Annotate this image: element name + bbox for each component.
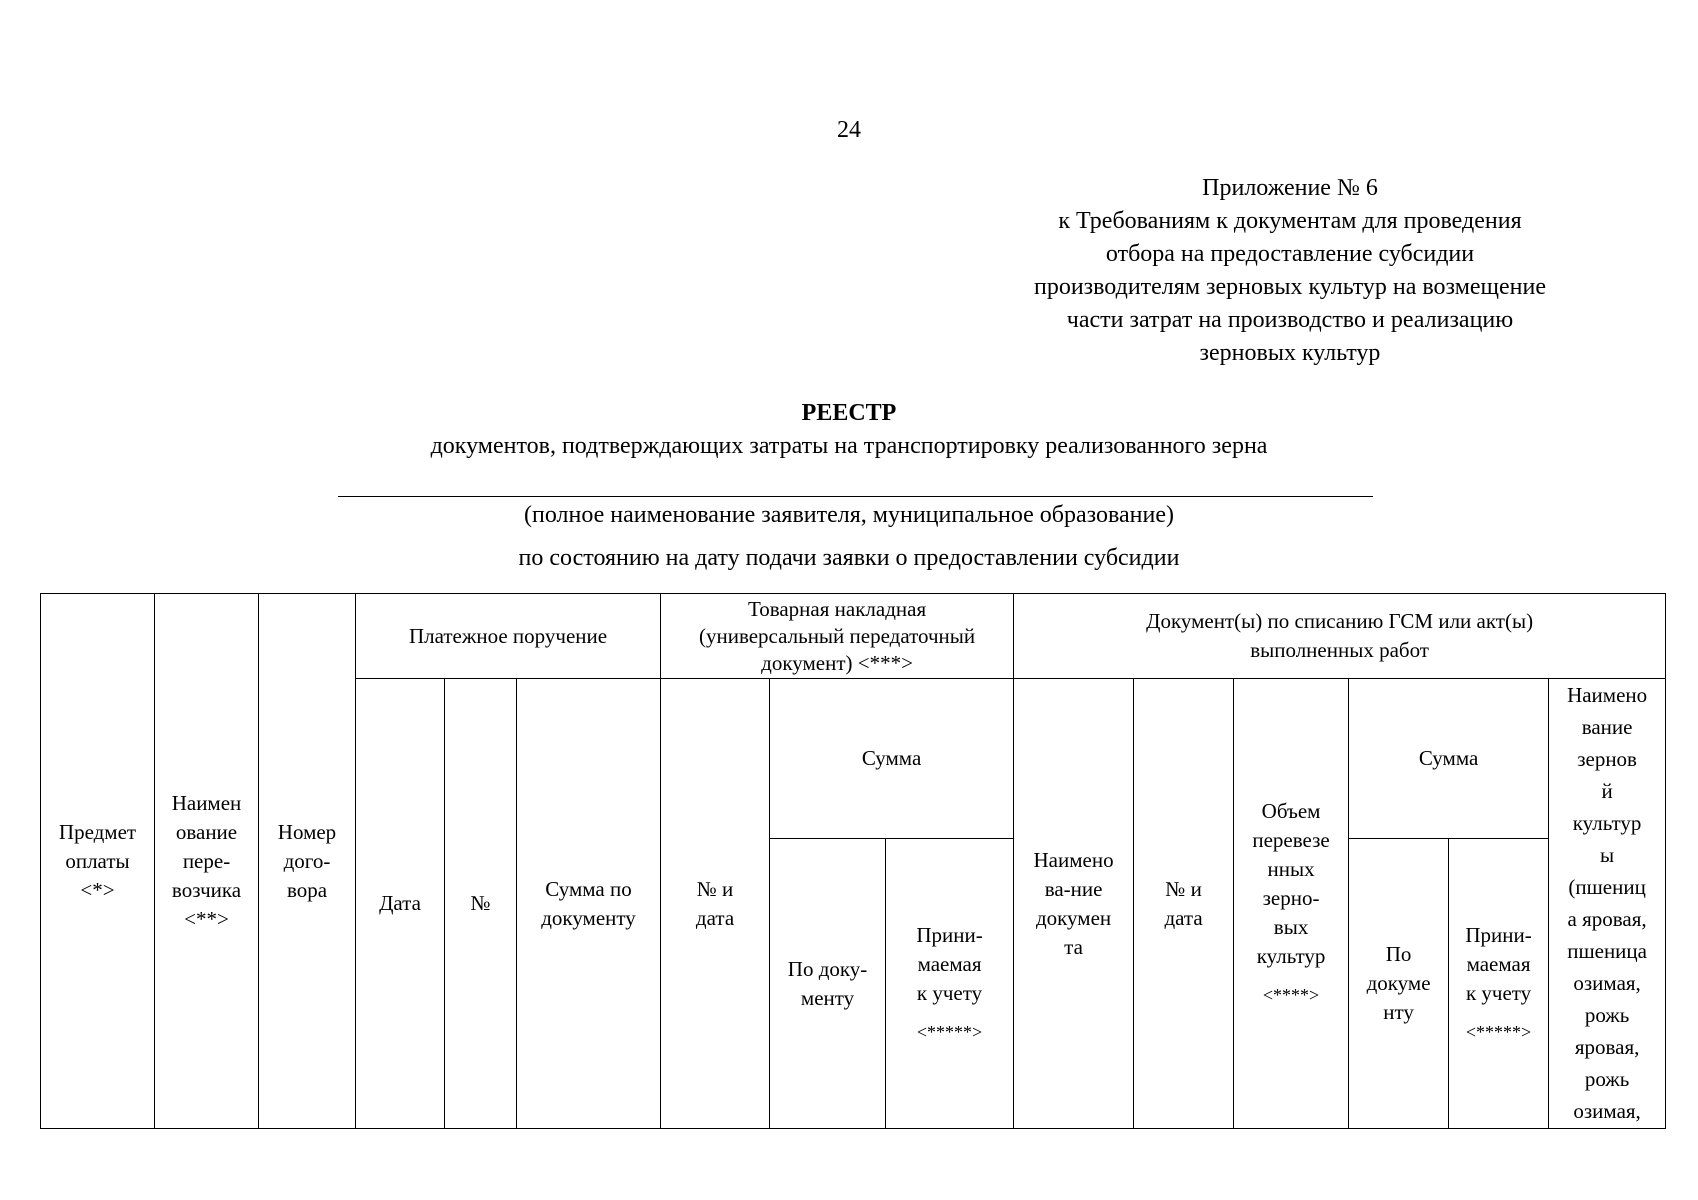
appendix-line: отбора на предоставление субсидии: [1105, 241, 1475, 267]
appendix-line: части затрат на производство и реализацию: [1066, 307, 1514, 333]
appendix-header: [960, 172, 1620, 370]
header-group-fuel-documents: Документ(ы) по списанию ГСМ или акт(ы) выполненных работ: [1014, 594, 1666, 679]
header-fuel-number-date: № и дата: [1134, 679, 1234, 1129]
applicant-caption: (полное наименование заявителя, муниципальное образование): [523, 502, 1174, 528]
header-transported-volume: Объем перевезе нных зерно- вых культур <****>: [1234, 679, 1349, 1129]
document-subtitle: документов, подтверждающих затраты на транспортировку реализованного зерна: [430, 433, 1268, 459]
header-subject-of-payment: Предмет оплаты <*>: [41, 594, 155, 1129]
header-waybill-number-date: № и дата: [661, 679, 770, 1129]
header-waybill-sum-by-document: По доку- менту: [770, 839, 886, 1129]
header-group-payment-order: Платежное поручение: [356, 594, 661, 679]
applicant-name-line: [338, 496, 1373, 497]
appendix-line: производителям зерновых культур на возмещение: [1033, 274, 1547, 300]
header-contract-number: Номер дого- вора: [259, 594, 356, 1129]
document-title: РЕЕСТР: [801, 400, 897, 426]
registry-table: [40, 593, 1666, 1129]
header-fuel-sum: Сумма: [1349, 679, 1549, 839]
header-payment-number: №: [445, 679, 517, 1129]
header-crop-name: Наимено вание зернов й культур ы (пшениц а яровая, пшеница озимая, рожь яровая, рожь озимая,: [1549, 679, 1666, 1129]
header-payment-sum: Сумма по документу: [517, 679, 661, 1129]
header-row-groups: [41, 594, 1666, 679]
header-payment-date: Дата: [356, 679, 445, 1129]
appendix-line: зерновых культур: [1199, 340, 1381, 366]
header-fuel-document-name: Наимено ва-ние докумен та: [1014, 679, 1134, 1129]
date-caption: по состоянию на дату подачи заявки о предоставлении субсидии: [518, 545, 1180, 571]
header-fuel-sum-by-document: По докуме нту: [1349, 839, 1449, 1129]
header-carrier-name: Наимен ование пере- возчика <**>: [155, 594, 259, 1129]
header-waybill-sum-accepted: Прини- маемая к учету <*****>: [886, 839, 1014, 1129]
header-fuel-sum-accepted: Прини- маемая к учету <*****>: [1449, 839, 1549, 1129]
appendix-line: Приложение № 6: [1202, 175, 1378, 201]
header-waybill-sum: Сумма: [770, 679, 1014, 839]
appendix-line: к Требованиям к документам для проведения: [1058, 208, 1522, 234]
header-group-waybill: Товарная накладная (универсальный передаточный документ) <***>: [661, 594, 1014, 679]
page-number: 24: [837, 117, 861, 143]
